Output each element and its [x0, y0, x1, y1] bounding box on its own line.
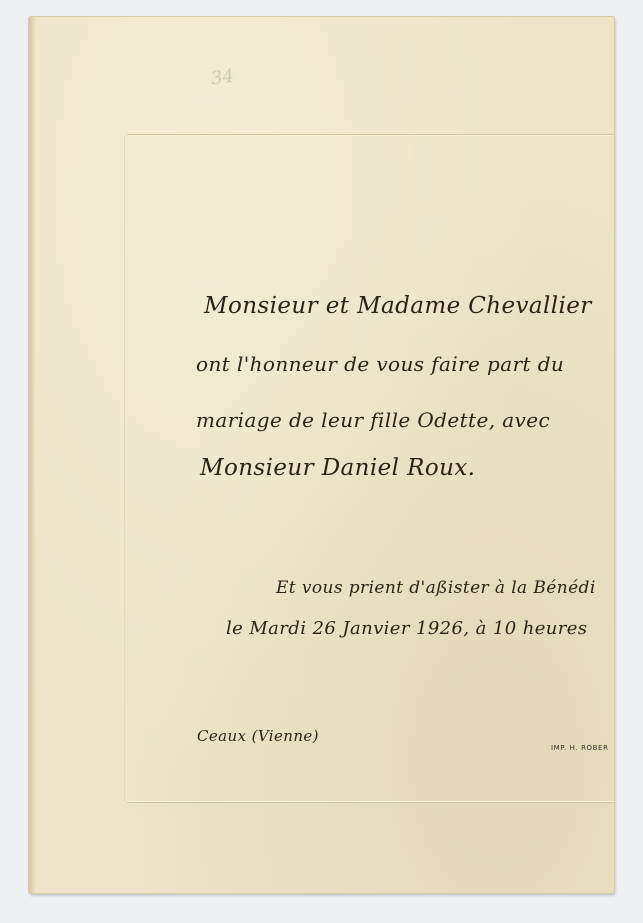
parents-names: Monsieur et Madame Chevallier — [204, 293, 592, 319]
printer-mark: IMP. H. ROBER — [551, 744, 609, 752]
blessing-invitation: Et vous prient d'aßister à la Bénédi — [276, 578, 596, 598]
groom-name: Monsieur Daniel Roux. — [200, 455, 476, 481]
pencil-note: 34 — [209, 65, 236, 90]
announcement-line: ont l'honneur de vous faire part du — [196, 352, 565, 376]
ceremony-date: le Mardi 26 Janvier 1926, à 10 heures — [226, 618, 588, 639]
bride-line: mariage de leur fille Odette, avec — [196, 408, 551, 432]
location: Ceaux (Vienne) — [197, 727, 319, 745]
